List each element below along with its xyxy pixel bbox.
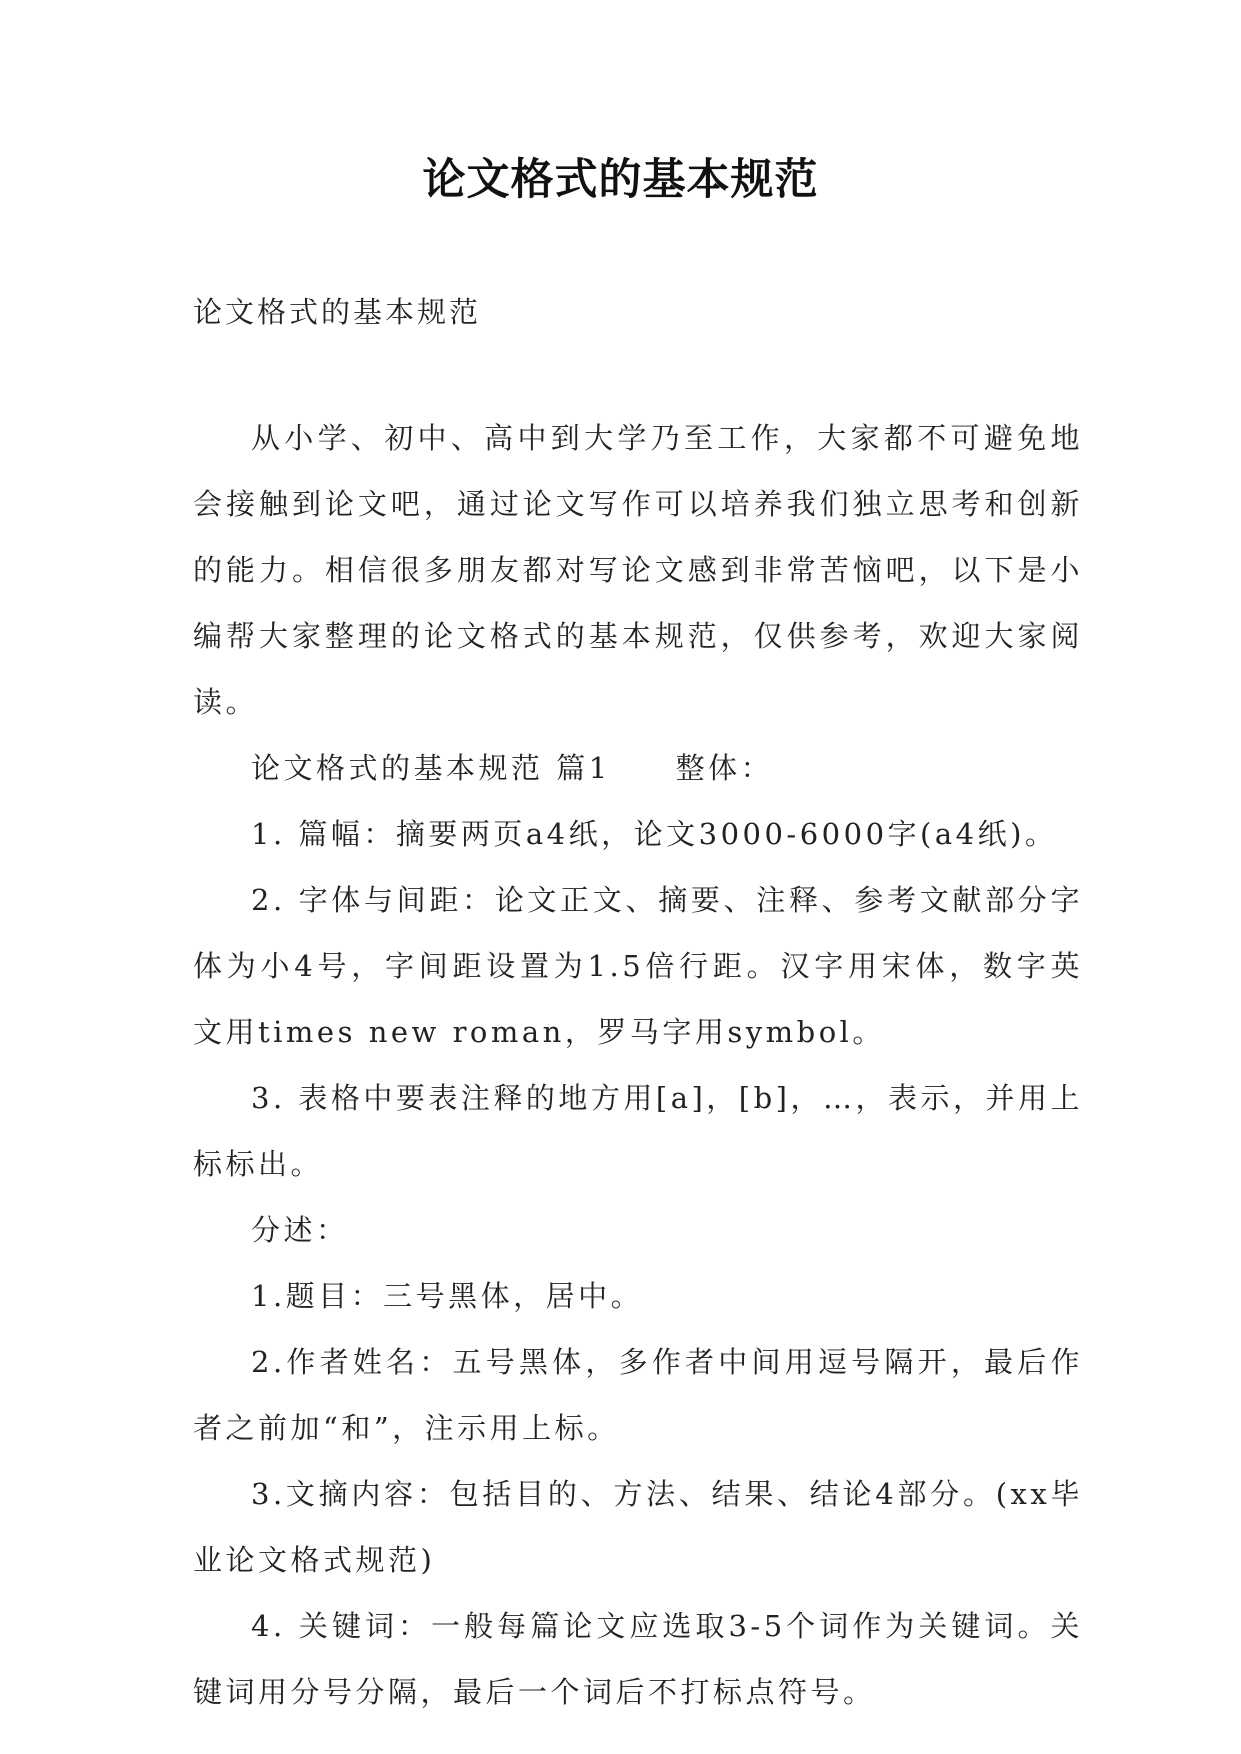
document-title: 论文格式的基本规范 bbox=[422, 155, 819, 205]
paragraph-item-title: 1.题目：三号黑体，居中。 bbox=[251, 1279, 644, 1313]
document-body bbox=[193, 405, 1083, 1725]
paragraph-item-keywords: 4. 关键词：一般每篇论文应选取3-5个词作为关键词。关键词用分号分隔，最后一个词后不打标点符号。 bbox=[193, 1609, 1083, 1709]
paragraph-intro: 从小学、初中、高中到大学乃至工作，大家都不可避免地会接触到论文吧，通过论文写作可以培养我们独立思考和创新的能力。相信很多朋友都对写论文感到非常苦恼吧，以下是小编帮大家整理的论文格式的基本规范，仅供参考，欢迎大家阅读。 bbox=[193, 421, 1083, 719]
paragraph-subsection-heading: 分述： bbox=[251, 1213, 349, 1247]
paragraph-item-table-notes: 3. 表格中要表注释的地方用[a]，[b]，…，表示，并用上标标出。 bbox=[193, 1081, 1083, 1181]
document-subtitle: 论文格式的基本规范 bbox=[193, 295, 482, 329]
paragraph-item-abstract: 3.文摘内容：包括目的、方法、结果、结论4部分。(xx毕业论文格式规范) bbox=[193, 1477, 1083, 1577]
paragraph-item-length: 1. 篇幅：摘要两页a4纸，论文3000-6000字(a4纸)。 bbox=[251, 817, 1058, 851]
paragraph-section-heading: 论文格式的基本规范 篇1 整体： bbox=[251, 751, 774, 785]
paragraph-item-font-spacing: 2. 字体与间距：论文正文、摘要、注释、参考文献部分字体为小4号，字间距设置为1.5倍行距。汉字用宋体，数字英文用times new roman，罗马字用symbol。 bbox=[193, 883, 1083, 1049]
paragraph-item-author: 2.作者姓名：五号黑体，多作者中间用逗号隔开，最后作者之前加“和”，注示用上标。 bbox=[193, 1345, 1083, 1445]
